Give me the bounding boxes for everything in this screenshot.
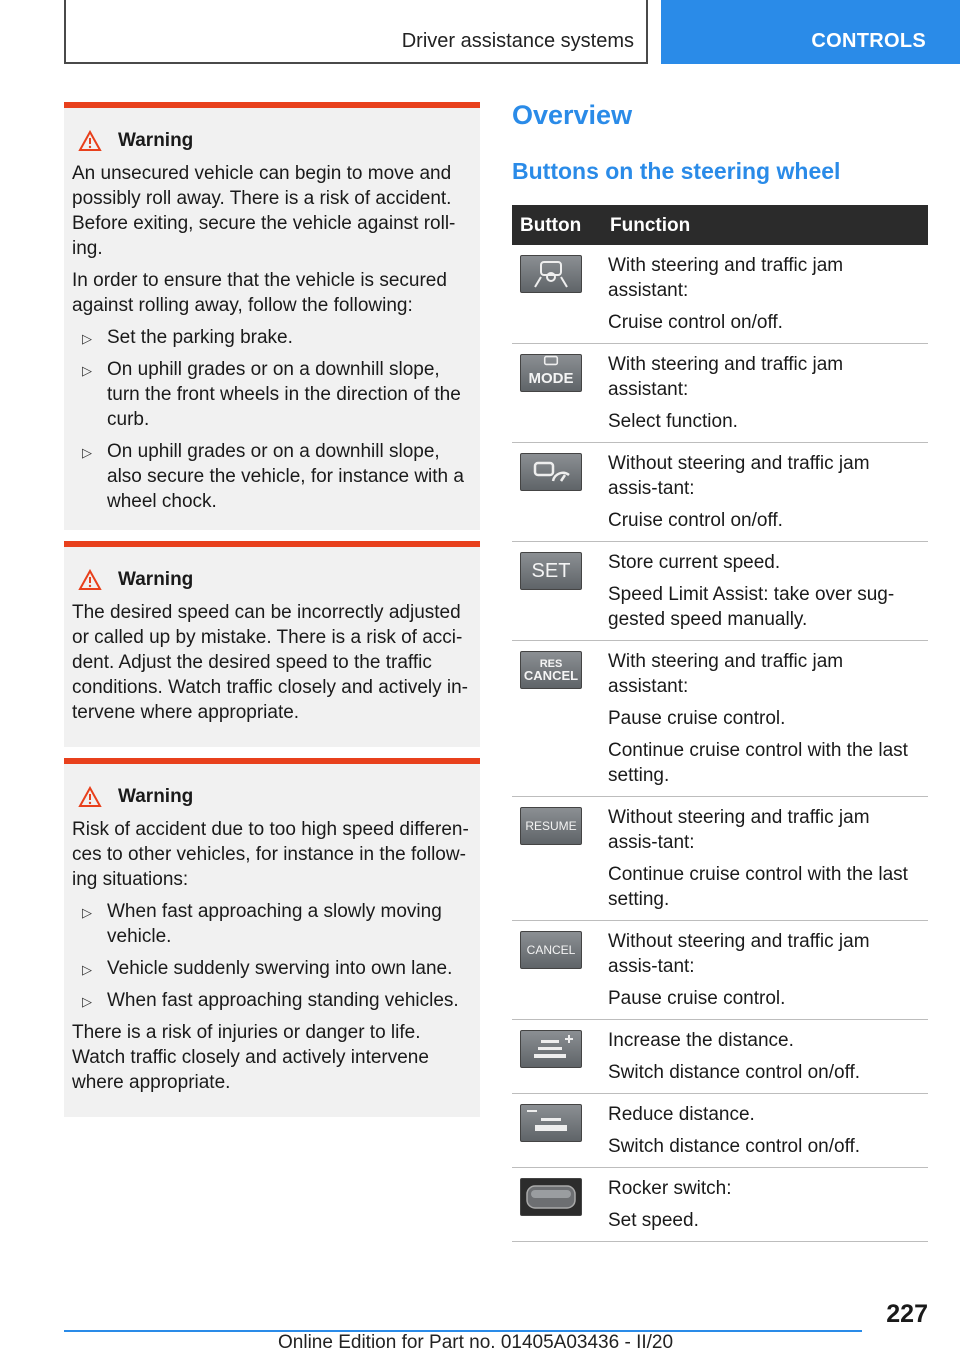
bullet-triangle-icon: ▷	[82, 905, 92, 920]
warning-box-3	[64, 758, 480, 1117]
function-text: Speed Limit Assist: take over sug-gested speed manually.	[608, 584, 895, 630]
bullet-triangle-icon: ▷	[82, 994, 92, 1009]
function-text: With steering and traffic jam assistant:	[608, 255, 844, 301]
warning-title: Warning	[118, 130, 194, 151]
column-header-function: Function	[602, 205, 928, 245]
function-text: Increase the distance.	[608, 1030, 794, 1051]
distance-reduce-icon	[520, 1104, 582, 1142]
function-text: Without steering and traffic jam assis-tant:	[608, 931, 870, 977]
warning-box-2	[64, 541, 480, 747]
function-text: With steering and traffic jam assistant:	[608, 651, 844, 697]
function-text: Without steering and traffic jam assis-tant:	[608, 807, 870, 853]
warning-triangle-icon	[78, 569, 102, 591]
chapter-title: CONTROLS	[811, 30, 926, 52]
function-text: Select function.	[608, 411, 738, 432]
warning-text: There is a risk of injuries or danger to life. Watch traffic closely and actively intervene where appropriate.	[72, 1022, 429, 1093]
function-text: Store current speed.	[608, 552, 781, 573]
warning-list	[72, 899, 472, 1013]
function-text: Continue cruise control with the last setting.	[608, 740, 908, 786]
table-row	[512, 1168, 928, 1242]
bullet-triangle-icon: ▷	[82, 363, 92, 378]
table-row	[512, 542, 928, 641]
table-row	[512, 797, 928, 921]
list-item: ▷ When fast approaching a slowly moving vehicle.	[82, 901, 442, 947]
distance-increase-icon	[520, 1030, 582, 1068]
table-header-row	[512, 205, 928, 245]
warning-text: In order to ensure that the vehicle is secured against rolling away, follow the following:	[72, 270, 447, 316]
buttons-subheading: Buttons on the steering wheel	[512, 158, 841, 184]
bullet-triangle-icon: ▷	[82, 331, 92, 346]
list-item: ▷ Set the parking brake.	[72, 325, 472, 350]
resume-button-icon: RESUME	[520, 807, 582, 845]
function-text: Reduce distance.	[608, 1104, 755, 1125]
table-row	[512, 344, 928, 443]
bullet-triangle-icon: ▷	[82, 962, 92, 977]
function-text: Set speed.	[608, 1210, 699, 1231]
warning-title: Warning	[118, 569, 194, 590]
buttons-table	[512, 205, 928, 1242]
list-item: ▷ When fast approaching standing vehicles.	[72, 988, 472, 1013]
list-item: ▷ Vehicle suddenly swerving into own lane.	[72, 956, 472, 981]
section-title: Driver assistance systems	[401, 30, 634, 52]
res-cancel-button-icon: RES CANCEL	[520, 651, 582, 689]
cancel-button-icon: CANCEL	[520, 931, 582, 969]
warning-triangle-icon	[78, 130, 102, 152]
function-text: Continue cruise control with the last setting.	[608, 864, 908, 910]
warning-text: Risk of accident due to too high speed differen-ces to other vehicles, for instance in the follow-ing situations:	[72, 819, 469, 890]
function-text: Switch distance control on/off.	[608, 1136, 861, 1157]
car-lane-assist-icon	[520, 255, 582, 293]
bullet-triangle-icon: ▷	[82, 445, 92, 460]
function-text: Switch distance control on/off.	[608, 1062, 861, 1083]
table-row	[512, 443, 928, 542]
table-row	[512, 921, 928, 1020]
function-text: Cruise control on/off.	[608, 510, 783, 531]
header-section-box	[64, 0, 648, 64]
rocker-switch-icon	[520, 1178, 582, 1216]
function-text: Cruise control on/off.	[608, 312, 783, 333]
warning-title: Warning	[118, 786, 194, 807]
table-row	[512, 1094, 928, 1168]
edition-footer: Online Edition for Part no. 01405A03436 - II/20	[278, 1332, 674, 1353]
set-button-icon: SET	[520, 552, 582, 590]
function-text: Without steering and traffic jam assis-tant:	[608, 453, 870, 499]
warning-text: An unsecured vehicle can begin to move and possibly roll away. There is a risk of accident. Before exiting, secure the vehicle against roll-ing.	[72, 163, 456, 259]
function-text: Rocker switch:	[608, 1178, 732, 1199]
function-text: Pause cruise control.	[608, 708, 786, 729]
table-row	[512, 641, 928, 797]
page-number: 227	[886, 1300, 928, 1328]
mode-button-icon: MODE	[520, 354, 582, 392]
warning-triangle-icon	[78, 786, 102, 808]
chapter-tab[interactable]	[661, 0, 960, 64]
overview-heading: Overview	[512, 100, 633, 130]
warning-list	[72, 325, 472, 514]
column-header-button: Button	[512, 205, 602, 245]
table-row	[512, 1020, 928, 1094]
table-row	[512, 245, 928, 344]
function-text: With steering and traffic jam assistant:	[608, 354, 844, 400]
warning-text: The desired speed can be incorrectly adjusted or called up by mistake. There is a risk of acci-dent. Adjust the desired speed to the traffic conditions. Watch traffic closely and actively in-tervene where appropriate.	[72, 602, 469, 723]
list-item: ▷ On uphill grades or on a downhill slope, also secure the vehicle, for instance with a wheel chock.	[82, 441, 464, 512]
cruise-control-icon	[520, 453, 582, 491]
function-text: Pause cruise control.	[608, 988, 786, 1009]
list-item: ▷ On uphill grades or on a downhill slope, turn the front wheels in the direction of the curb.	[82, 359, 461, 430]
warning-box-1	[64, 102, 480, 530]
